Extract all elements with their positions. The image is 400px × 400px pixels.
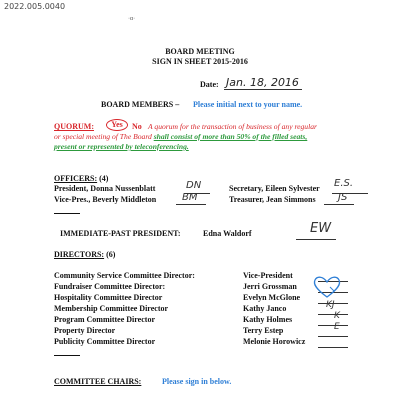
section-divider [54, 355, 80, 356]
officer-row-president: President, Donna Nussenblatt [54, 184, 156, 193]
director-name-program: Kathy Holmes [243, 315, 293, 324]
officers-count: (4) [99, 174, 109, 183]
officer-initials-vice-president[interactable]: BM [182, 192, 198, 203]
director-role-publicity: Publicity Committee Director [54, 337, 156, 346]
past-president-initials[interactable]: EW [310, 221, 332, 236]
quorum-rule-text-3 [54, 142, 189, 151]
signature-line [296, 239, 336, 240]
signature-line [324, 204, 354, 205]
title-line-1: BOARD MEETING [165, 47, 235, 56]
directors-heading [54, 250, 115, 259]
section-divider [54, 213, 80, 214]
heart-doodle-icon [312, 275, 342, 299]
director-name-community-service: Vice-President [243, 271, 293, 280]
officer-row-treasurer: Treasurer, Jean Simmons [229, 195, 316, 204]
committee-chairs-instruction: Please sign in below. [162, 377, 232, 386]
director-name-fundraiser: Jerri Grossman [243, 282, 297, 291]
signature-line [318, 303, 348, 304]
director-role-fundraiser: Fundraiser Committee Director: [54, 282, 166, 291]
signature-line [318, 325, 348, 326]
director-role-program: Program Committee Director [54, 315, 155, 324]
date-underline [224, 89, 302, 90]
quorum-rule-text-2 [54, 132, 307, 141]
officer-row-vice-president: Vice-Pres., Beverly Middleton [54, 195, 157, 204]
director-initials-program[interactable]: K [334, 311, 340, 321]
quorum-rule-plain: or special meeting of The Board [54, 132, 152, 141]
director-role-membership: Membership Committee Director [54, 304, 169, 313]
officer-initials-president[interactable]: DN [186, 180, 202, 191]
officer-row-secretary: Secretary, Eileen Sylvester [229, 184, 320, 193]
signature-line [318, 314, 348, 315]
signature-line [318, 347, 348, 348]
title-line-2: SIGN IN SHEET 2015-2016 [152, 57, 248, 66]
committee-chairs-label: COMMITTEE CHAIRS: [54, 377, 142, 386]
board-members-label: BOARD MEMBERS – [101, 100, 180, 109]
director-name-hospitality: Evelyn McGlone [243, 293, 301, 302]
officers-heading [54, 174, 108, 183]
officer-initials-secretary[interactable]: E.S. [334, 178, 354, 189]
officers-heading-text: OFFICERS: [54, 174, 98, 183]
past-president-name: Edna Waldorf [203, 229, 252, 238]
director-name-membership: Kathy Janco [243, 304, 287, 313]
quorum-rule-emphasis: shall consist of more than 50% of the filled seats, [153, 132, 308, 141]
quorum-label: QUORUM: [54, 122, 94, 131]
director-initials-membership[interactable]: KJ [326, 300, 335, 310]
document-id: 2022.005.0040 [4, 2, 66, 11]
quorum-rule-emphasis-2: present or represented by teleconferencing. [54, 142, 189, 151]
director-initials-property[interactable]: E [334, 322, 340, 332]
signature-line [176, 204, 206, 205]
scan-mark: ·α· [128, 16, 136, 22]
director-role-hospitality: Hospitality Committee Director [54, 293, 163, 302]
directors-heading-text: DIRECTORS: [54, 250, 105, 259]
director-role-property: Property Director [54, 326, 116, 335]
director-name-publicity: Melonie Horowicz [243, 337, 306, 346]
directors-count: (6) [106, 250, 116, 259]
director-name-property: Terry Estep [243, 326, 284, 335]
date-value: Jan. 18, 2016 [226, 76, 299, 89]
board-members-instruction: Please initial next to your name. [193, 100, 303, 109]
quorum-yes-option[interactable]: Yes [106, 119, 128, 131]
quorum-rule-text-1: A quorum for the transaction of business of any regular [148, 122, 317, 131]
quorum-no-option[interactable]: No [132, 122, 142, 131]
past-president-label: IMMEDIATE-PAST PRESIDENT: [60, 229, 181, 238]
date-label: Date: [200, 80, 219, 89]
signature-line [318, 336, 348, 337]
officer-initials-treasurer[interactable]: JS [338, 192, 348, 203]
director-role-community-service: Community Service Committee Director: [54, 271, 195, 280]
